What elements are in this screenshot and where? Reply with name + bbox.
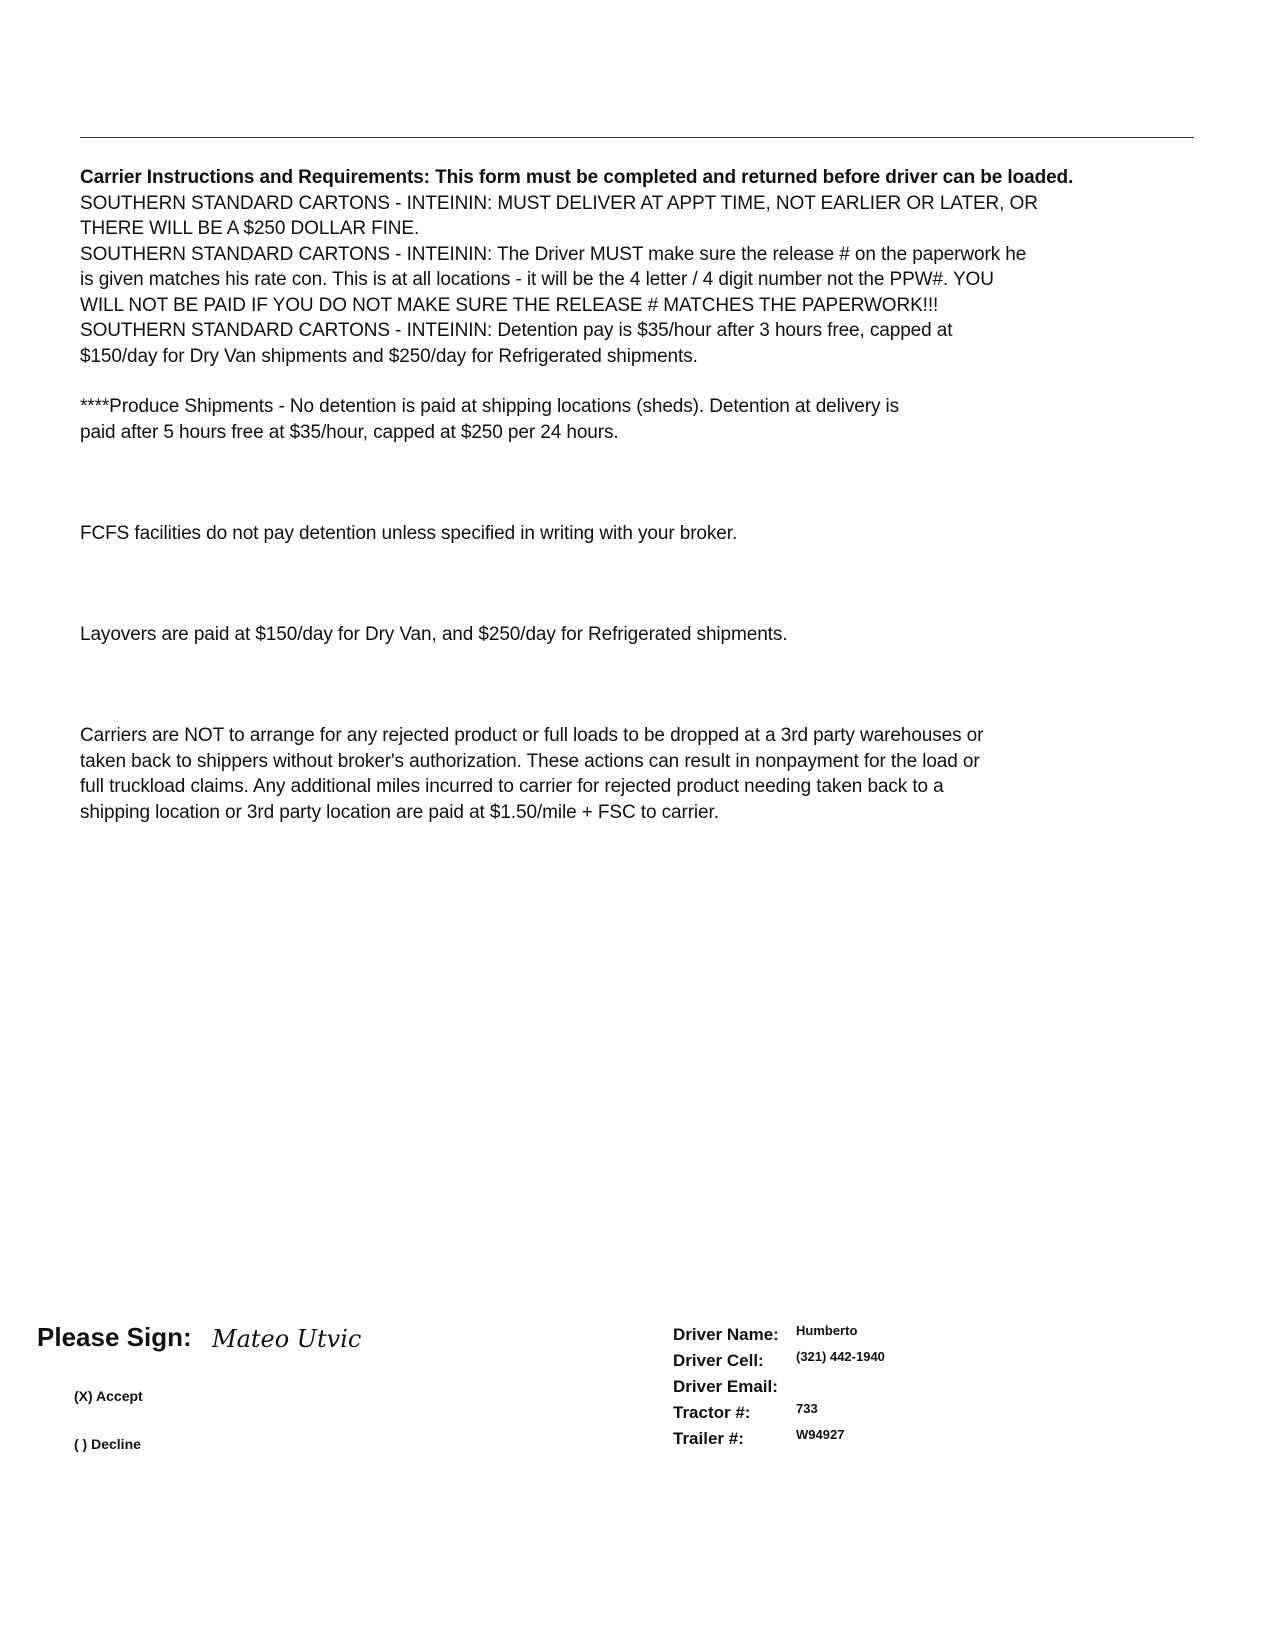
decline-option: ( ) Decline [74,1436,141,1452]
fcfs-line: FCFS facilities do not pay detention unless specified in writing with your broker. [80,523,738,544]
fcfs-block [80,521,1200,547]
carriers-line: taken back to shippers without broker's authorization. These actions can result in nonpayment for the load or [80,750,980,772]
driver-name-value: Humberto [796,1323,858,1338]
carriers-line: Carriers are NOT to arrange for any rejected product or full loads to be dropped at a 3rd party warehouses or [80,725,984,746]
instruction-line: $150/day for Dry Van shipments and $250/day for Refrigerated shipments. [80,345,698,367]
instruction-line: is given matches his rate con. This is at all locations - it will be the 4 letter / 4 digit number not the PPW#. YOU [80,269,994,290]
tractor-label: Tractor #: [673,1403,751,1422]
driver-email-label: Driver Email: [673,1377,778,1396]
layovers-line: Layovers are paid at $150/day for Dry Van, and $250/day for Refrigerated shipments. [80,624,788,645]
carriers-line: shipping location or 3rd party location are paid at $1.50/mile + FSC to carrier. [80,801,719,823]
signature-label: Please Sign: [37,1322,192,1352]
trailer-label: Trailer #: [673,1429,744,1448]
trailer-value: W94927 [796,1427,845,1442]
driver-name-label: Driver Name: [673,1325,779,1344]
instruction-line: THERE WILL BE A $250 DOLLAR FINE. [80,218,420,239]
instructions-heading: Carrier Instructions and Requirements: This form must be completed and returned before driver can be loaded. [80,167,1074,188]
carriers-block [80,723,1200,825]
instructions-block [80,165,1200,369]
instruction-line: SOUTHERN STANDARD CARTONS - INTEININ: Detention pay is $35/hour after 3 hours free, capped at [80,320,953,341]
layovers-block [80,622,1200,648]
instruction-line: SOUTHERN STANDARD CARTONS - INTEININ: MUST DELIVER AT APPT TIME, NOT EARLIER OR LATER, OR [80,192,1038,214]
signature-name: Mateo Utvic [212,1325,362,1353]
produce-block [80,394,1200,445]
instruction-line: WILL NOT BE PAID IF YOU DO NOT MAKE SURE THE RELEASE # MATCHES THE PAPERWORK!!! [80,294,939,316]
header-divider [80,137,1194,138]
carriers-line: full truckload claims. Any additional miles incurred to carrier for rejected product needing taken back to a [80,776,944,797]
produce-line: ****Produce Shipments - No detention is paid at shipping locations (sheds). Detention at delivery is [80,396,900,417]
driver-cell-value: (321) 442-1940 [796,1349,885,1364]
instruction-line: SOUTHERN STANDARD CARTONS - INTEININ: The Driver MUST make sure the release # on the paperwork he [80,243,1027,265]
accept-option: (X) Accept [74,1388,143,1404]
tractor-value: 733 [796,1401,818,1416]
produce-line: paid after 5 hours free at $35/hour, capped at $250 per 24 hours. [80,421,619,443]
driver-cell-label: Driver Cell: [673,1351,764,1370]
